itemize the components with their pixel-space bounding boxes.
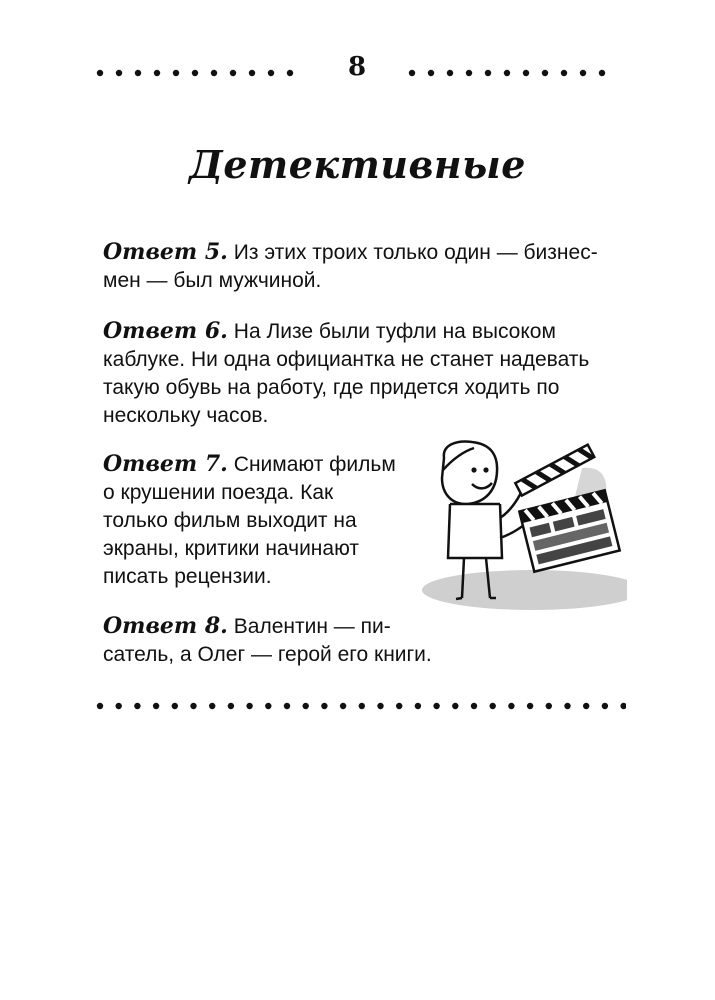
- answer-line: сатель, а Олег — герой его книги.: [103, 643, 432, 666]
- answer-label: Ответ 5.: [103, 239, 228, 265]
- answer-line: нескольку часов.: [103, 404, 269, 427]
- answer-line: только фильм выходит на: [103, 509, 357, 532]
- answer-text: Снимают фильм: [233, 453, 396, 476]
- answer-8: [103, 612, 432, 669]
- answer-line: [103, 317, 589, 346]
- answer-line: о крушении поезда. Как: [103, 481, 334, 504]
- answer-line: писать рецензии.: [103, 565, 272, 588]
- answer-6: [103, 317, 589, 430]
- answer-line: [103, 450, 396, 479]
- section-title: Детективные: [189, 142, 526, 187]
- answer-5: [103, 238, 598, 295]
- clapperboard-illustration: [412, 438, 627, 618]
- answer-7: [103, 450, 396, 591]
- header-dots-left: [96, 68, 308, 78]
- answer-text: На Лизе были туфли на высоком: [233, 320, 556, 343]
- answer-label: Ответ 6.: [103, 318, 228, 344]
- footer-dots: [96, 701, 626, 711]
- answer-line: мен — был мужчиной.: [103, 269, 322, 292]
- answer-text: Из этих троих только один — бизнес-: [233, 241, 598, 264]
- answer-line: [103, 612, 432, 641]
- answer-label: Ответ 8.: [103, 613, 228, 639]
- answer-text: Валентин — пи-: [233, 615, 391, 638]
- answer-line: такую обувь на работу, где придется ходить по: [103, 376, 560, 399]
- answer-line: каблуке. Ни одна официантка не станет надевать: [103, 348, 590, 371]
- answer-line: экраны, критики начинают: [103, 537, 359, 560]
- clapperboard-icon: [412, 438, 627, 618]
- answer-label: Ответ 7.: [103, 451, 228, 477]
- answer-line: [103, 238, 598, 267]
- header-dots-right: [408, 68, 620, 78]
- page-number: 8: [347, 52, 367, 82]
